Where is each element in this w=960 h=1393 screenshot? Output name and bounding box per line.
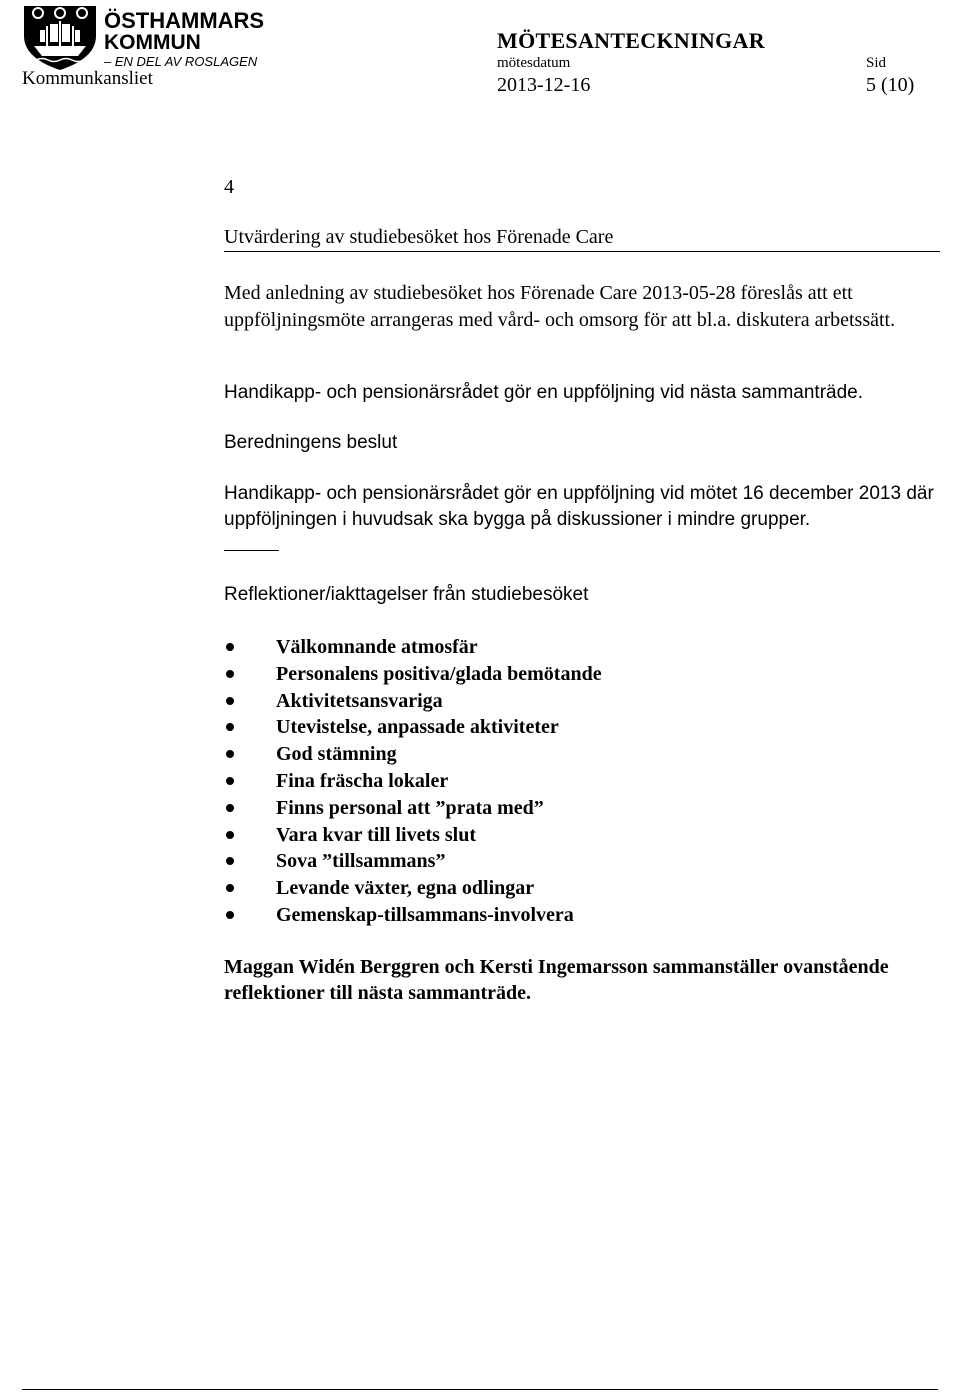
bullet-icon [226, 857, 234, 865]
list-item [224, 902, 924, 929]
bullet-icon [226, 643, 234, 651]
paragraph-intro: Med anledning av studiebesöket hos Förenade Care 2013-05-28 föreslås att ett uppföljningsmöte arrangeras med vård- och omsorg för att bl.a. diskutera arbetssätt. [224, 282, 896, 331]
bullet-icon [226, 777, 234, 785]
page-number: 5 (10) [866, 74, 915, 96]
list-item-label: Personalens positiva/glada bemötande [276, 662, 602, 685]
decision-text: Handikapp- och pensionärsrådet gör en uppföljning vid mötet 16 december 2013 där uppföljningen i huvudsak ska bygga på diskussioner i mindre grupper. [224, 483, 934, 530]
list-item-label: Gemenskap-tillsammans-involvera [276, 903, 574, 926]
list-item-label: Finns personal att ”prata med” [276, 796, 544, 819]
bullet-icon [226, 804, 234, 812]
list-item [224, 634, 924, 661]
footer-rule [22, 1389, 938, 1390]
bullet-icon [226, 911, 234, 919]
list-item [224, 795, 924, 822]
list-item-label: Välkomnande atmosfär [276, 636, 478, 658]
meeting-date-value: 2013-12-16 [497, 74, 591, 96]
list-item [224, 768, 924, 795]
item-number: 4 [224, 176, 234, 198]
list-item-label: Levande växter, egna odlingar [276, 877, 535, 900]
reflections-list [224, 634, 924, 929]
page-label: Sid [866, 55, 887, 71]
logo-kommun-text: KOMMUN [104, 31, 201, 54]
list-item [224, 822, 924, 849]
document-title: MÖTESANTECKNINGAR [497, 28, 765, 53]
list-item [224, 688, 924, 715]
bullet-icon [226, 750, 234, 758]
list-item-label: Sova ”tillsammans” [276, 850, 446, 873]
closing-note: Maggan Widén Berggren och Kersti Ingemarsson sammanställer ovanstående reflektioner till nästa sammanträde. [224, 956, 889, 1004]
municipality-logo [22, 2, 265, 72]
ship-emblem-icon [22, 2, 265, 72]
list-item [224, 741, 924, 768]
list-item-label: Utevistelse, anpassade aktiviteter [276, 716, 559, 739]
list-item [224, 875, 924, 902]
decision-heading: Beredningens beslut [224, 432, 398, 453]
bullet-icon [226, 723, 234, 731]
logo-municipality-text: ÖSTHAMMARS [104, 8, 265, 33]
list-item-label: Vara kvar till livets slut [276, 823, 477, 846]
title-underline [224, 251, 940, 252]
list-item [224, 714, 924, 741]
logo-tagline-text: – EN DEL AV ROSLAGEN [104, 54, 258, 69]
list-item-label: God stämning [276, 743, 397, 766]
list-item-label: Fina fräscha lokaler [276, 769, 449, 792]
reflections-heading: Reflektioner/iakttagelser från studiebesöket [224, 584, 589, 605]
bullet-icon [226, 670, 234, 678]
org-unit: Kommunkansliet [22, 68, 153, 89]
item-title: Utvärdering av studiebesöket hos Förenade Care [224, 226, 614, 248]
list-item [224, 661, 924, 688]
list-item [224, 848, 924, 875]
list-item-label: Aktivitetsansvariga [276, 689, 443, 712]
paragraph-followup: Handikapp- och pensionärsrådet gör en uppföljning vid nästa sammanträde. [224, 382, 864, 403]
meeting-date-label: mötesdatum [497, 55, 571, 71]
bullet-icon [226, 884, 234, 892]
bullet-icon [226, 697, 234, 705]
separator-rule [224, 550, 279, 551]
bullet-icon [226, 831, 234, 839]
